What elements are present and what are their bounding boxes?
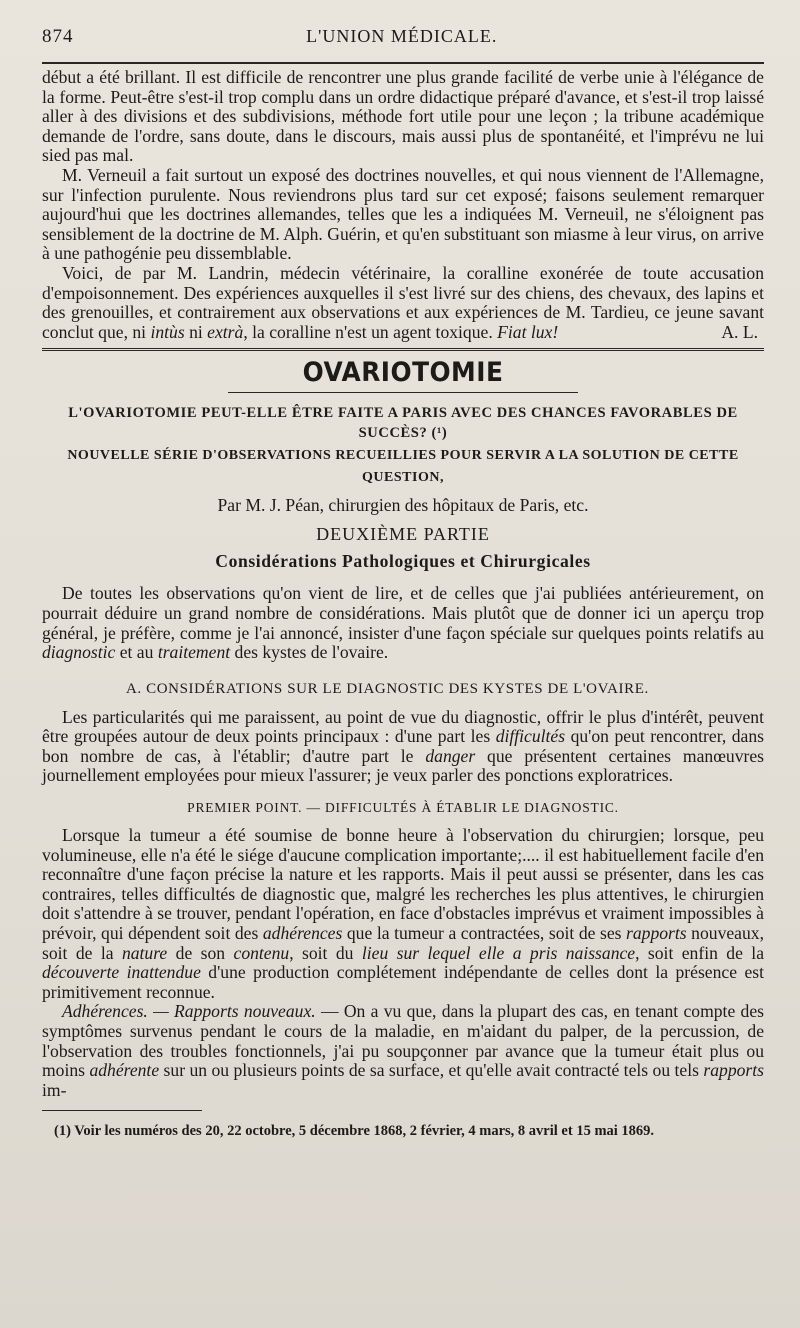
- part-heading: DEUXIÈME PARTIE: [316, 524, 490, 545]
- header-rule: [42, 62, 764, 64]
- part-title: Considérations Pathologiques et Chirurgicales: [215, 551, 591, 572]
- article-author: Par M. J. Péan, chirurgien des hôpitaux de Paris, etc.: [217, 495, 589, 516]
- adherences-paragraph: Adhérences. — Rapports nouveaux. — On a vu que, dans la plupart des cas, en tenant compte des symptômes survenus pendant le cours de la maladie, en m'aidant du palper, de la percussion, de l'observation des troubles fonctionnels, j'ai pu soupçonner par avance que la tumeur était plus ou moins adhérente sur un ou plusieurs points de sa surface, et qu'elle avait contracté tels ou tels rapports im-: [42, 1001, 764, 1100]
- section-separator: [42, 348, 764, 351]
- running-title: L'UNION MÉDICALE.: [306, 26, 498, 46]
- point-one-paragraph: Lorsque la tumeur a été soumise de bonne heure à l'observation du chirurgien; lorsque, peu volumineuse, elle n'a été le siége d'aucune complication importante;.... il est habituellement facile d'en reconnaître d'une façon précise la nature et les rapports. Mais il peut aussi se présenter, dans les cas contraires, telles difficultés de diagnostic que, malgré les recherches les plus attentives, le chirurgien doit s'attendre à se trouver, pendant l'opération, en face d'obstacles imprévus et vraiment impossibles à prévoir, qui dépendent soit des adhérences que la tumeur a contractées, soit de ses rapports nouveaux, soit de la nature de son contenu, soit du lieu sur lequel elle a pris naissance, soit enfin de la découverte inattendue d'une production complétement indépendante de celles dont la présence est primitivement reconnue.: [42, 825, 765, 1002]
- section-a-paragraph: Les particularités qui me paraissent, au point de vue du diagnostic, offrir le plus d'intérêt, peuvent être groupées autour de deux points principaux : d'une part les difficultés qu'on peut rencontrer, dans bon nombre de cas, à l'établir; d'autre part le danger que présentent certaines manœuvres journellement employées pour mieux l'assurer; je veux parler des ponctions exploratrices.: [42, 706, 765, 786]
- point-one-heading: PREMIER POINT. — DIFFICULTÉS À ÉTABLIR LE DIAGNOSTIC.: [187, 800, 619, 816]
- top-paragraph-2: M. Verneuil a fait surtout un exposé des doctrines nouvelles, et qui nous viennent de l'Allemagne, sur l'infection purulente. Nous reviendrons plus tard sur cet exposé; faisons seulement remarquer aujourd'hui que les doctrines allemandes, telles que les a indiquées M. Verneuil, ne s'éloignent pas sensiblement de la doctrine de M. Alph. Guérin, et qu'en substituant son miasme à leur virus, on arrive à une pathogénie peu dissemblable.: [42, 164, 764, 264]
- top-paragraph-3: Voici, de par M. Landrin, médecin vétérinaire, la coralline exonérée de toute accusation d'empoisonnement. Des expériences auxquelles il s'est livré sur des chiens, des chevaux, des lapins et des grenouilles, et contrairement aux observations et aux expériences de M. Tardieu, ce jeune savant conclut que, ni intùs ni extrà, la coralline n'est un agent toxique. Fiat lux! A. L.: [42, 262, 764, 342]
- article-headline: OVARIOTOMIE: [302, 357, 504, 389]
- section-a-heading: A. CONSIDÉRATIONS SUR LE DIAGNOSTIC DES KYSTES DE L'OVAIRE.: [126, 680, 649, 697]
- top-article: [42, 68, 764, 342]
- footnote-rule: [42, 1110, 202, 1111]
- author-signature: A. L.: [721, 321, 758, 342]
- headline-rule: [228, 392, 578, 393]
- footnote: (1) Voir les numéros des 20, 22 octobre, 5 décembre 1868, 2 février, 4 mars, 8 avril et 15 mai 1869.: [54, 1123, 655, 1140]
- intro-paragraph: De toutes les observations qu'on vient de lire, et de celles que j'ai publiées antérieurement, on pourrait déduire un grand nombre de considérations. Mais plutôt que de donner ici un aperçu trop général, je préfère, comme je l'ai annoncé, insister d'une façon spéciale sur quelques points relatifs au diagnostic et au traitement des kystes de l'ovaire.: [42, 583, 764, 663]
- page-number: 874: [42, 26, 74, 47]
- article-series: NOUVELLE SÉRIE D'OBSERVATIONS RECUEILLIES POUR SERVIR A LA SOLUTION DE CETTE QUESTION,: [67, 448, 739, 486]
- article-question: L'OVARIOTOMIE PEUT-ELLE ÊTRE FAITE A PARIS AVEC DES CHANCES FAVORABLES DE SUCCÈS? (¹): [68, 405, 738, 442]
- top-paragraph-1: début a été brillant. Il est difficile de rencontrer une plus grande facilité de verbe unie à l'élégance de la forme. Peut-être s'est-il trop complu dans un ordre didactique préparé d'avance, et s'est-il trop laissé aller à des divisions et des subdivisions, méthode fort utile pour une leçon ; la tribune académique demande de l'ordre, sans doute, dans le discours, mais aussi plus de spontanéité, et l'imprévu ne lui sied pas mal.: [42, 67, 764, 166]
- fiat-lux: Fiat lux!: [497, 321, 559, 342]
- running-head: [42, 26, 764, 56]
